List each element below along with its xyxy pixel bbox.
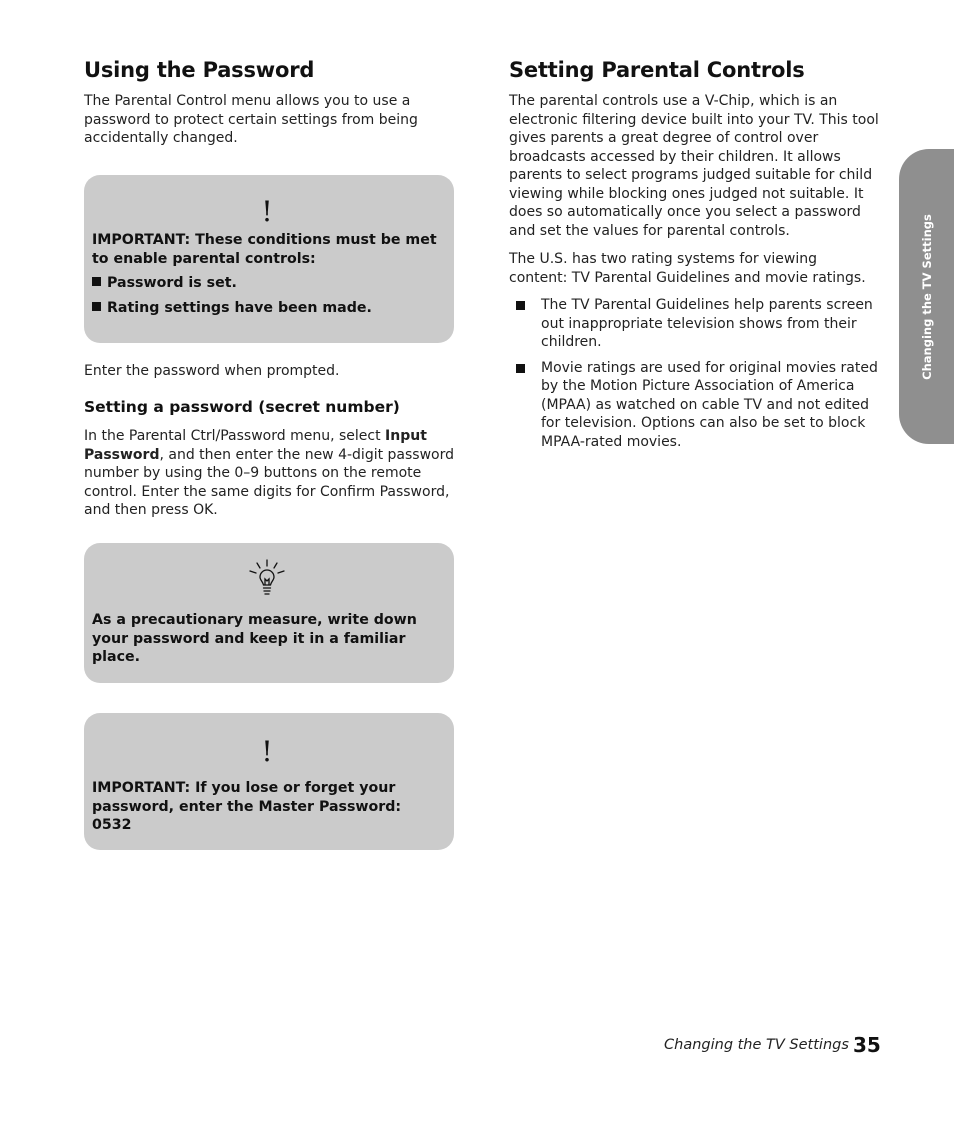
heading-using-password: Using the Password <box>84 58 315 82</box>
tip-text: As a precautionary measure, write down your password and keep it in a familiar place. <box>92 612 417 665</box>
list-item: The TV Parental Guidelines help parents screen out inappropriate television shows from their children. <box>509 296 879 352</box>
set-password-paragraph: In the Parental Ctrl/Password menu, select Input Password, and then enter the new 4-digit password number by using the 0–9 buttons on the remote control. Enter the same digits for Confirm Password, and then press OK. <box>84 428 454 518</box>
important-box-master-password <box>84 713 454 850</box>
side-tab-label: Changing the TV Settings <box>920 213 934 380</box>
exclamation-icon: ! <box>261 735 273 768</box>
lightbulb-icon <box>247 558 287 598</box>
vchip-paragraph: The parental controls use a V-Chip, which is an electronic filtering device built into your TV. This tool gives parents a great degree of control over broadcasts accessed by their children. It allows parents to select programs judged suitable for child viewing while blocking ones judged not suitable. It does so automatically once you select a password and set the values for parental controls. <box>509 93 879 239</box>
condition-item: Password is set. <box>92 274 442 293</box>
master-password-text: IMPORTANT: If you lose or forget your password, enter the Master Password: 0532 <box>92 780 402 833</box>
list-item: Movie ratings are used for original movies rated by the Motion Picture Association of America (MPAA) as watched on cable TV and not edited for television. Options can also be set to block MPAA-rated movies. <box>509 359 879 452</box>
heading-setting-parental-controls: Setting Parental Controls <box>509 58 805 82</box>
tip-box <box>84 543 454 683</box>
square-bullet-icon <box>92 302 101 311</box>
intro-paragraph: The Parental Control menu allows you to use a password to protect certain settings from being accidentally changed. <box>84 93 418 146</box>
important-box-conditions <box>84 175 454 343</box>
important-conditions-text: IMPORTANT: These conditions must be met to enable parental controls: <box>92 232 437 267</box>
enter-password-text: Enter the password when prompted. <box>84 363 340 379</box>
rating-systems-list <box>509 296 879 451</box>
square-bullet-icon <box>516 301 525 310</box>
footer-chapter-label: Changing the TV Settings <box>664 1037 849 1053</box>
rating-systems-paragraph: The U.S. has two rating systems for viewing content: TV Parental Guidelines and movie ratings. <box>509 251 866 286</box>
condition-item: Rating settings have been made. <box>92 299 442 318</box>
exclamation-icon: ! <box>261 195 273 228</box>
square-bullet-icon <box>92 277 101 286</box>
page-number: 35 <box>853 1033 881 1057</box>
left-column <box>84 58 454 148</box>
right-column <box>509 58 879 458</box>
subheading-setting-password: Setting a password (secret number) <box>84 398 400 416</box>
chapter-side-tab <box>899 149 954 444</box>
square-bullet-icon <box>516 364 525 373</box>
input-password-term: Input Password <box>84 428 427 463</box>
